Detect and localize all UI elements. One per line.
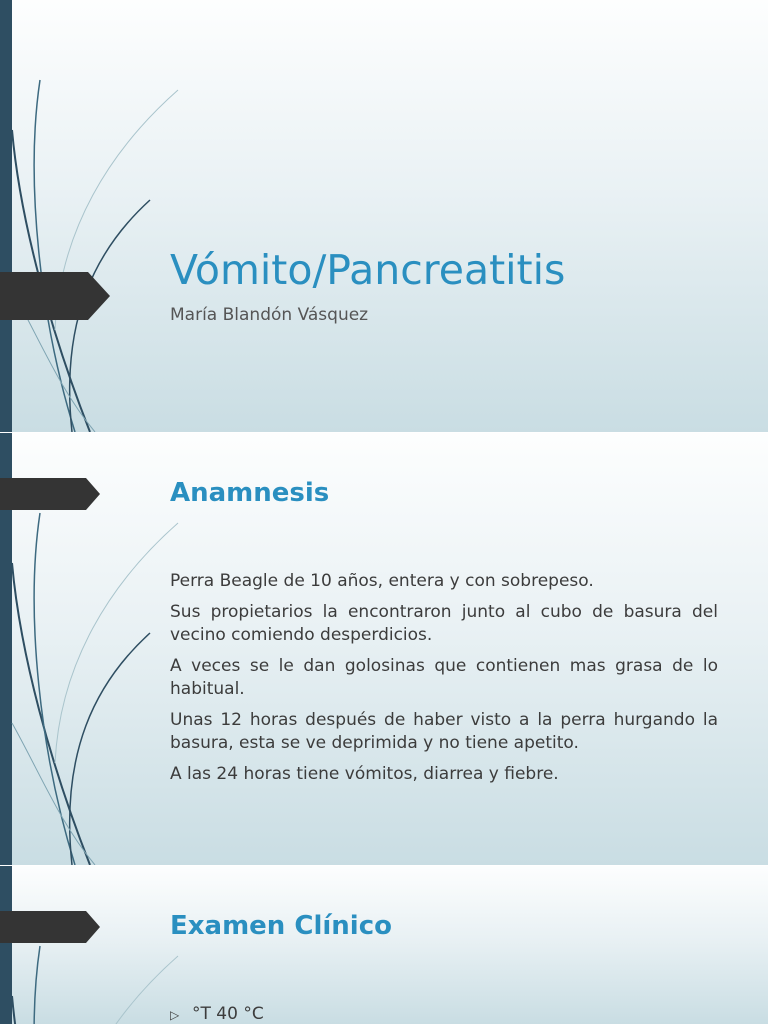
slide-marker-tab xyxy=(0,478,112,510)
slide-title[interactable] xyxy=(0,0,768,432)
arrow-bullet-icon: ▷ xyxy=(170,1008,180,1022)
slide-body xyxy=(170,570,718,794)
slide-anamnesis[interactable] xyxy=(0,433,768,865)
slide-title-text: Vómito/Pancreatitis xyxy=(170,246,566,294)
slide-marker-tab xyxy=(0,911,112,943)
paragraph: A las 24 horas tiene vómitos, diarrea y fiebre. xyxy=(170,764,559,784)
decorative-swirl xyxy=(0,866,200,1024)
bullet-text: °T 40 °C xyxy=(192,1004,264,1024)
slide-subtitle-author: María Blandón Vásquez xyxy=(170,305,369,325)
paragraph: A veces se le dan golosinas que contienen mas grasa de lo habitual. xyxy=(170,656,718,699)
paragraph: Perra Beagle de 10 años, entera y con sobrepeso. xyxy=(170,571,594,591)
paragraph: Unas 12 horas después de haber visto a la perra hurgando la basura, esta se ve deprimida y no tiene apetito. xyxy=(170,710,718,753)
slide-heading: Examen Clínico xyxy=(170,911,392,941)
slide-marker-tab xyxy=(0,272,112,320)
slide-heading: Anamnesis xyxy=(170,478,330,508)
bullet-list xyxy=(170,1004,718,1024)
slide-examen-clinico[interactable] xyxy=(0,866,768,1024)
list-item xyxy=(170,1004,718,1024)
decorative-swirl xyxy=(0,0,200,432)
paragraph: Sus propietarios la encontraron junto al cubo de basura del vecino comiendo desperdicios. xyxy=(170,602,718,645)
